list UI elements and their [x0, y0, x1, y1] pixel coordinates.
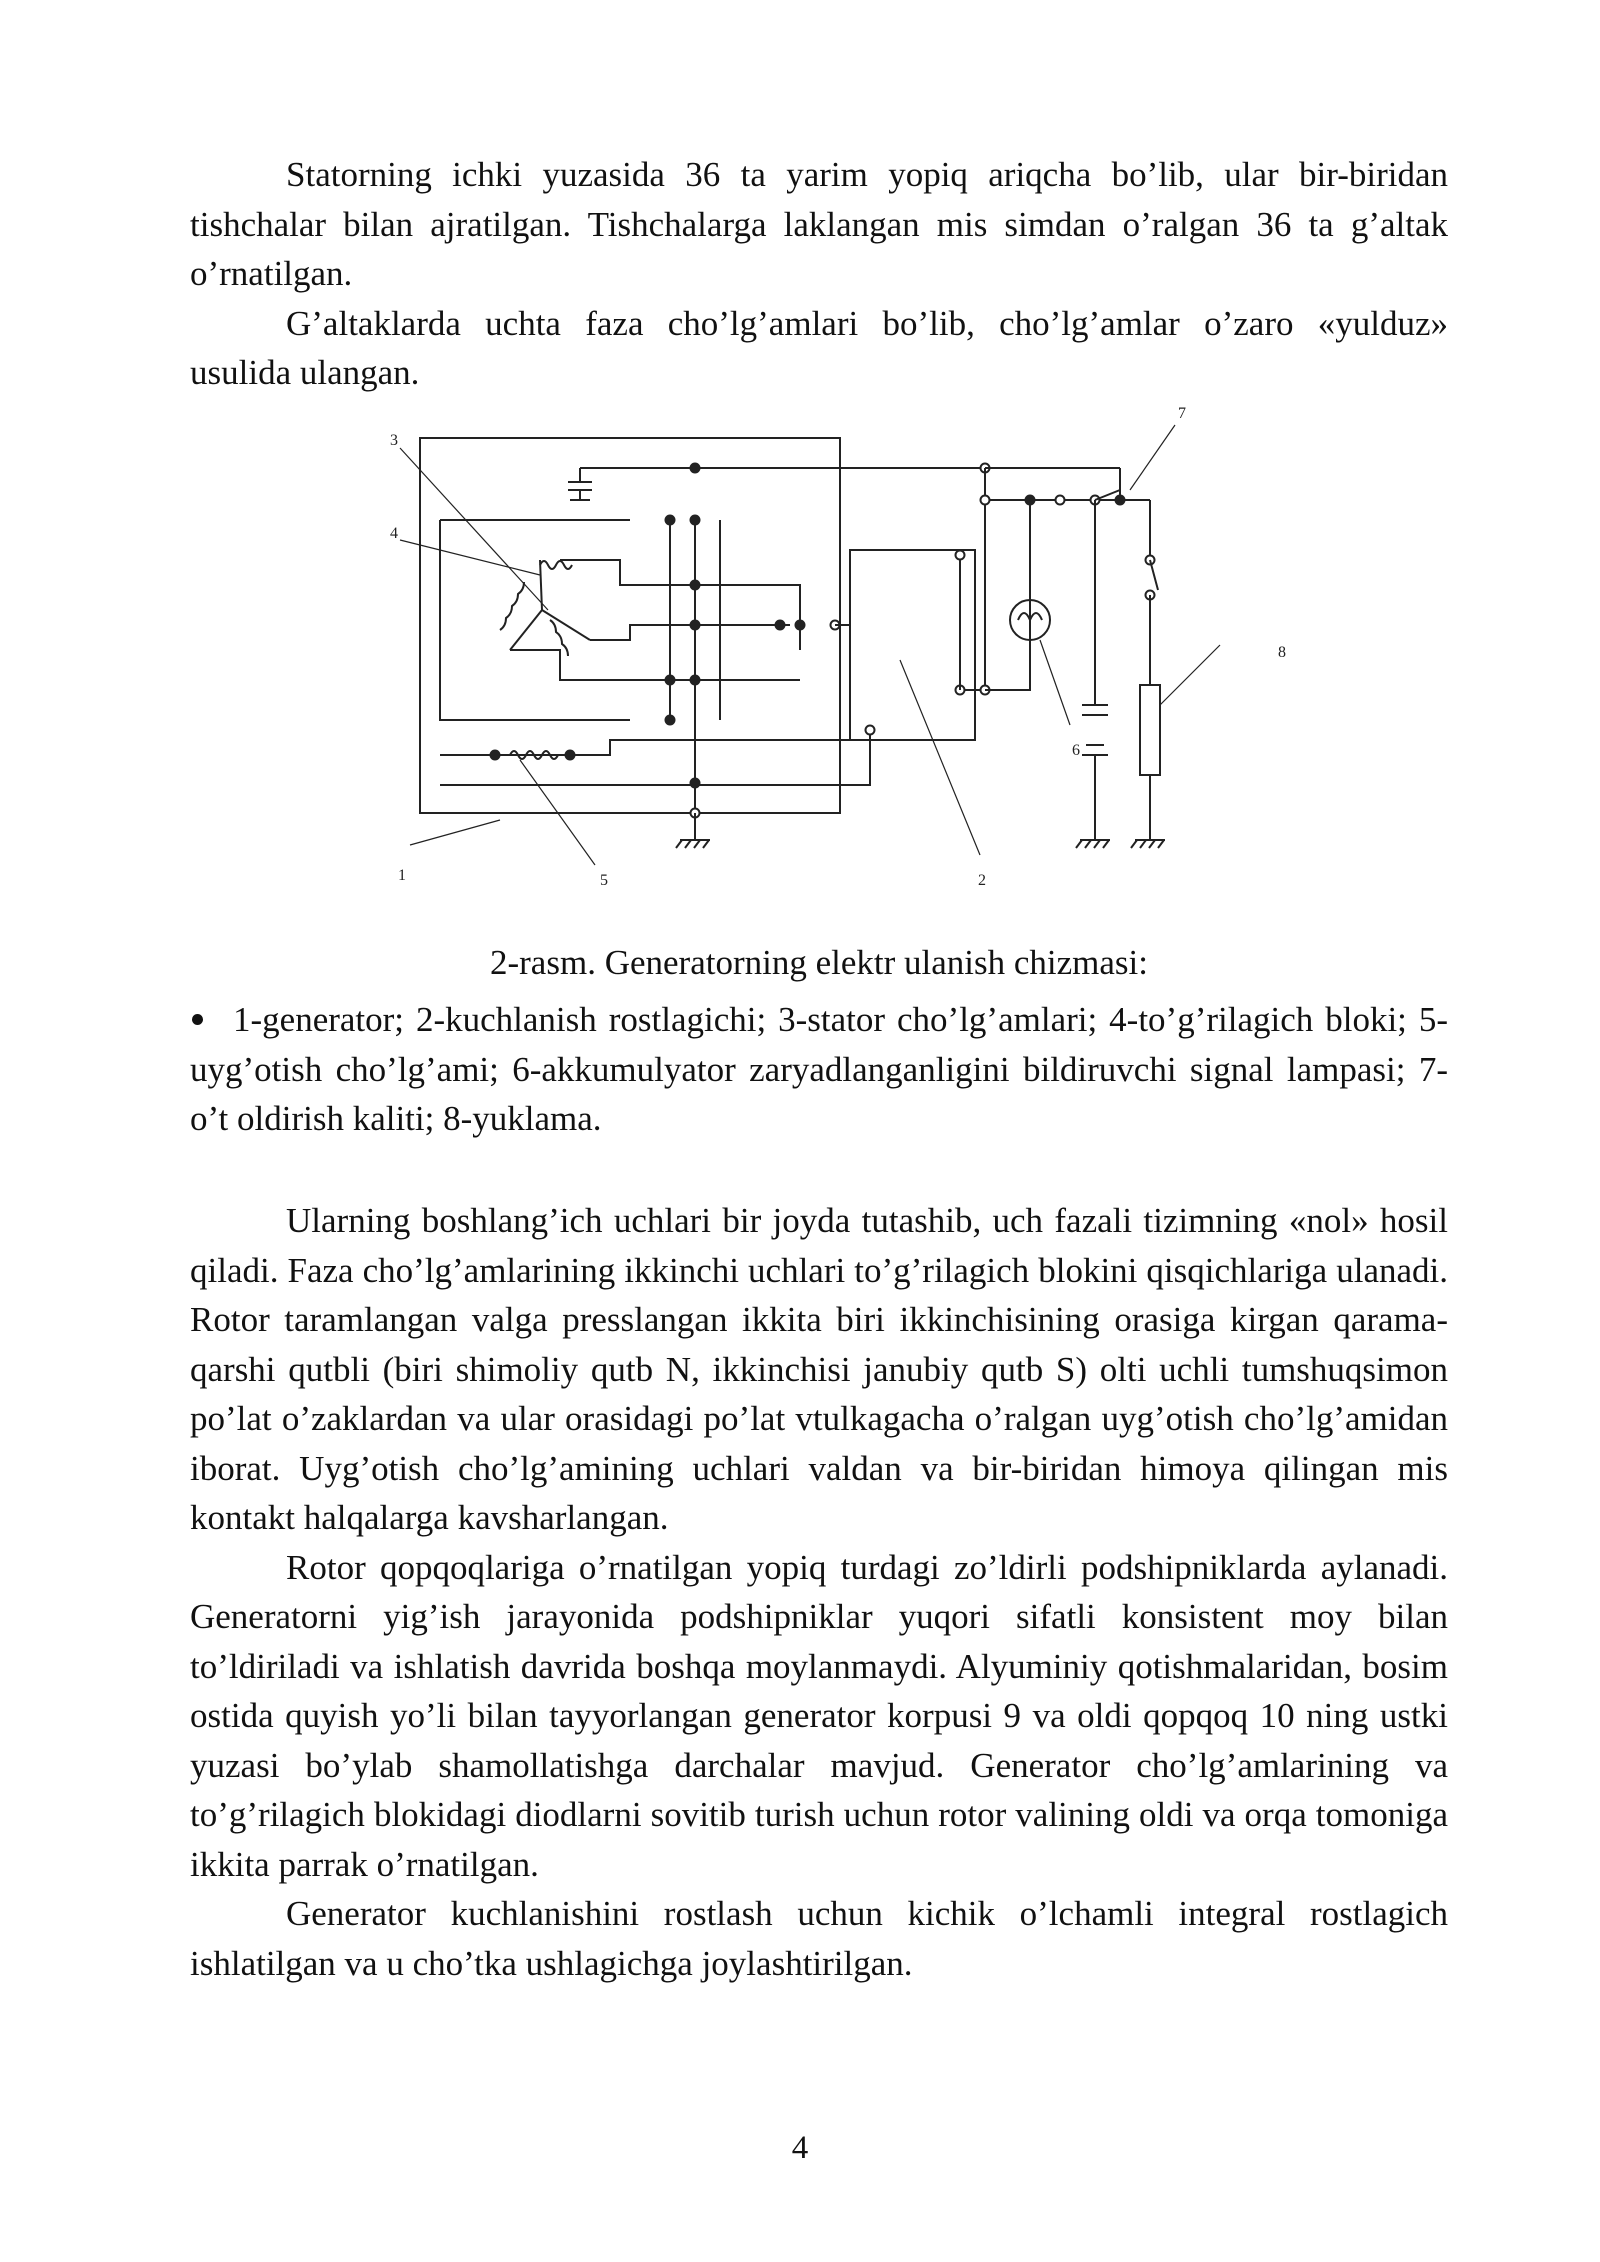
- label-7: 7: [1178, 405, 1186, 422]
- label-5: 5: [600, 872, 608, 889]
- paragraph: G’altaklarda uchta faza cho’lg’amlari bo’lib, cho’lg’amlar o’zaro «yulduz» usulida ulangan.: [190, 303, 1448, 392]
- paragraph: Statorning ichki yuzasida 36 ta yarim yopiq ariqcha bo’lib, ular bir-biridan tishchalar bilan ajratilgan. Tishchalarga laklangan mis simdan o’ralgan 36 ta g’altak o’rnatilgan.: [190, 155, 1448, 293]
- stator-winding: [540, 561, 572, 569]
- figure-caption: 2-rasm. Generatorning elektr ulanish chizmasi:: [490, 943, 1148, 982]
- body-text: [190, 1196, 1448, 1988]
- voltage-regulator: [850, 550, 975, 740]
- label-4: 4: [390, 525, 398, 542]
- bullet-icon: [192, 1014, 203, 1025]
- page-number: 4: [791, 2130, 809, 2166]
- paragraph: Rotor qopqoqlariga o’rnatilgan yopiq turdagi zo’ldirli podshipniklarda aylanadi. Generatorni yig’ish jarayonida podshipniklar yuqori sifatli konsistent moy bilan to’ldiriladi va ishlatish davrida boshqa moylanmaydi. Alyuminiy qotishmalaridan, bosim ostida quyish yo’li bilan tayyorlangan generator korpusi 9 va oldi qopqoq 10 ning ustki yuzasi bo’ylab shamollatishga darchalar mavjud. Generator cho’lg’amlarining va to’g’rilagich blokidagi diodlarni sovitib turish uchun rotor valining oldi va orqa tomoniga ikkita parrak o’rnatilgan.: [190, 1547, 1448, 1884]
- label-2: 2: [978, 872, 986, 889]
- excitation-winding: [510, 751, 558, 759]
- paragraph: Generator kuchlanishini rostlash uchun kichik o’lchamli integral rostlagich ishlatilgan va u cho’tka ushlagichga joylashtirilgan.: [190, 1894, 1448, 1983]
- paragraph: Ularning boshlang’ich uchlari bir joyda tutashib, uch fazali tizimning «nol» hosil qiladi. Faza cho’lg’amlarining ikkinchi uchlari to’g’rilagich blokini qisqichlariga ulanadi. Rotor taramlangan valga presslangan ikkita biri ikkinchisining orasiga kirgan qarama-qarshi qutbli (biri shimoliy qutb N, ikkinchisi janubiy qutb S) olti uchli tumshuqsimon po’lat o’zaklardan va ular orasidagi po’lat vtulkagacha o’ralgan uyg’otish cho’lg’amidan iborat. Uyg’otish cho’lg’amining uchlari valdan va bir-biridan himoya qilingan mis kontakt halqalarga kavsharlangan.: [190, 1201, 1448, 1537]
- label-8: 8: [1278, 644, 1286, 661]
- generator-wiring-diagram: [360, 400, 1320, 910]
- figure-legend: [190, 995, 1448, 1144]
- load-resistor: [1140, 685, 1160, 775]
- intro-text: [190, 150, 1448, 398]
- legend-text: 1-generator; 2-kuchlanish rostlagichi; 3-stator cho’lg’amlari; 4-to’g’rilagich bloki; 5-uyg’otish cho’lg’ami; 6-akkumulyator zaryadlanganligini bildiruvchi signal lampasi; 7-o’t oldirish kaliti; 8-yuklama.: [190, 1000, 1448, 1138]
- label-1: 1: [398, 867, 406, 884]
- label-6: 6: [1072, 742, 1080, 759]
- label-3: 3: [390, 432, 398, 449]
